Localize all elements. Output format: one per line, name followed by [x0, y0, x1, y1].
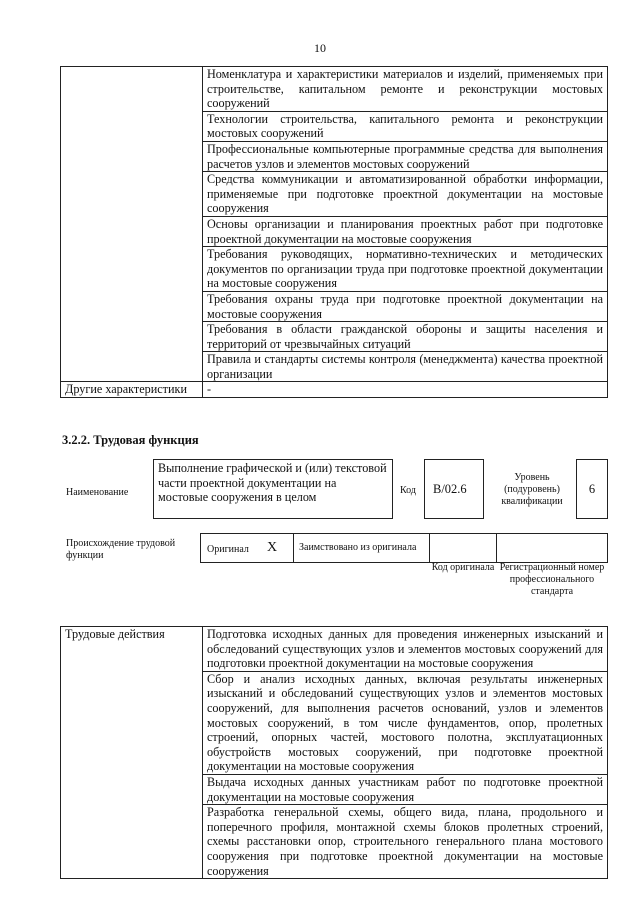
level-label: Уровень (подуровень) квалификации [501, 472, 563, 507]
knowledge-table [60, 66, 608, 398]
section-title: 3.2.2. Трудовая функция [62, 433, 199, 447]
action-item: Выдача исходных данных участникам работ по подготовке проектной документации на мостовые сооружения [203, 774, 608, 804]
knowledge-item: Требования руководящих, нормативно-технических и методических документов по организации труда при подготовке проектной документации на мостовые сооружения [203, 247, 608, 292]
function-code-box: В/02.6 [424, 459, 484, 519]
table-row [61, 382, 608, 398]
function-name-box: Выполнение графической и (или) текстовой части проектной документации на мостовые сооружения в целом [153, 459, 393, 519]
knowledge-item: Профессиональные компьютерные программные средства для выполнения расчетов узлов и элементов мостовых сооружений [203, 141, 608, 171]
other-characteristics-label: Другие характеристики [61, 382, 203, 398]
knowledge-label-cell [61, 67, 203, 382]
reg-number-caption: Регистрационный номер профессионального стандарта [499, 562, 605, 597]
table-row [61, 627, 608, 672]
origin-code-box [429, 533, 497, 563]
code-caption: Код оригинала [431, 562, 495, 573]
code-label: Код [400, 485, 416, 496]
origin-reg-number-box [496, 533, 608, 563]
knowledge-item: Номенклатура и характеристики материалов и изделий, применяемых при строительстве, капитальном ремонте и реконструкции мостовых сооружений [203, 67, 608, 112]
action-item: Подготовка исходных данных для проведения инженерных изысканий и обследований существующих узлов и элементов мостовых сооружений для подготовки проектной документации на мостовые сооружения [203, 627, 608, 672]
knowledge-item: Технологии строительства, капитального ремонта и реконструкции мостовых сооружений [203, 111, 608, 141]
page-number: 10 [314, 41, 326, 55]
other-characteristics-value: - [203, 382, 608, 398]
action-item: Разработка генеральной схемы, общего вида, плана, продольного и поперечного профиля, монтажной схемы блоков пролетных строений, схемы расстановки опор, строительного генерального плана мостового сооружения при подготовке проектной документации на мостовые сооружения [203, 805, 608, 879]
actions-table [60, 626, 608, 879]
origin-label: Происхождение трудовой функции [66, 538, 176, 561]
knowledge-item: Основы организации и планирования проектных работ при подготовке проектной документации на мостовые сооружения [203, 216, 608, 246]
knowledge-item: Правила и стандарты системы контроля (менеджмента) качества проектной организации [203, 352, 608, 382]
table-row [61, 67, 608, 112]
knowledge-item: Требования в области гражданской обороны и защиты населения и территорий от чрезвычайных ситуаций [203, 322, 608, 352]
actions-label: Трудовые действия [61, 627, 203, 879]
original-label: Оригинал [207, 544, 249, 555]
origin-original-box [200, 533, 294, 563]
knowledge-item: Средства коммуникации и автоматизированной обработки информации, применяемые при подготовке проектной документации на мостовые сооружения [203, 172, 608, 217]
name-label: Наименование [66, 487, 129, 498]
origin-borrowed-box [293, 533, 430, 563]
knowledge-item: Требования охраны труда при подготовке проектной документации на мостовые сооружения [203, 291, 608, 321]
borrowed-label: Заимствовано из оригинала [299, 542, 417, 553]
original-mark: X [267, 540, 278, 555]
level-value-box: 6 [576, 459, 608, 519]
action-item: Сбор и анализ исходных данных, включая результаты инженерных изысканий и обследований существующих узлов и элементов мостовых сооружений, для выполнения расчетов оснований, узлов и элементов мостовых сооружений, в том числе фундаментов, опор, пролетных строений, опорных частей, мостового полотна, эксплуатационных обустройств мостовых сооружений, при подготовке проектной документации на мостовые сооружения [203, 671, 608, 774]
